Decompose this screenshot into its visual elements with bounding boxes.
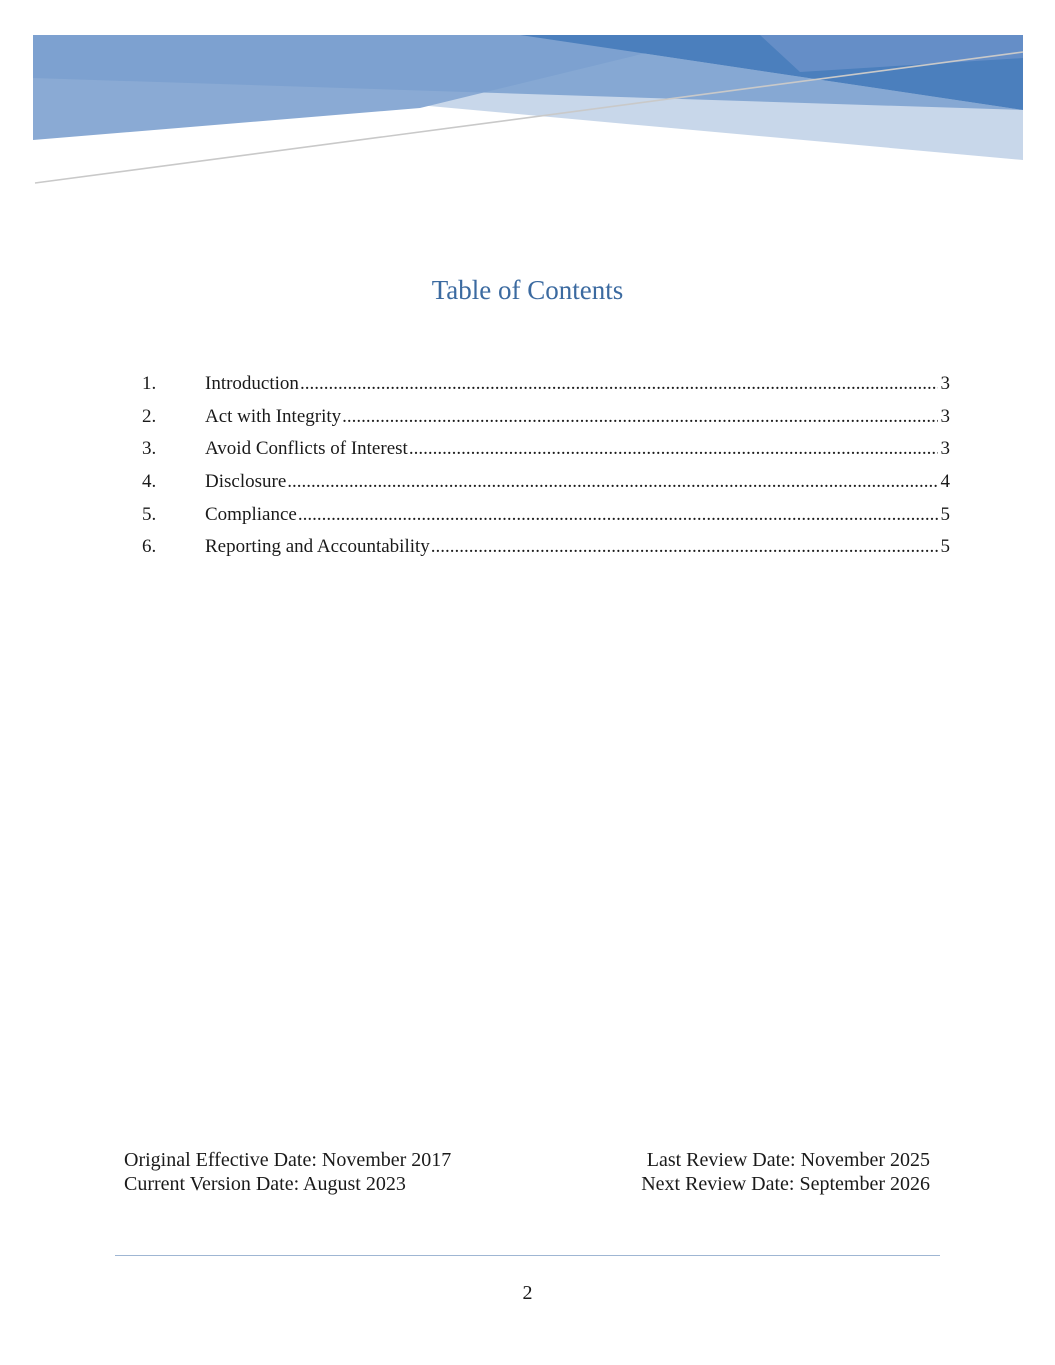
footer-divider: [115, 1255, 940, 1256]
next-review-date: Next Review Date: September 2026: [641, 1173, 930, 1195]
toc-entry-number: 4.: [142, 471, 157, 493]
toc-entry-label: Compliance: [205, 503, 297, 525]
current-version-date: Current Version Date: August 2023: [124, 1173, 406, 1195]
toc-entry-number: 2.: [142, 405, 157, 427]
toc-entry-disclosure[interactable]: [142, 468, 950, 501]
last-review-date: Last Review Date: November 2025: [646, 1149, 930, 1171]
toc-entry-label: Avoid Conflicts of Interest: [205, 438, 408, 460]
toc-entry-label: Reporting and Accountability: [205, 536, 430, 558]
toc-dot-leader: [409, 435, 938, 463]
toc-title: Table of Contents: [431, 275, 624, 305]
original-effective-date: Original Effective Date: November 2017: [124, 1149, 452, 1171]
toc-entry-compliance[interactable]: [142, 501, 950, 534]
page-number: 2: [522, 1282, 533, 1304]
toc-entry-number: 3.: [142, 438, 157, 460]
toc-entry-page: 3: [940, 438, 950, 460]
toc-list: [142, 370, 950, 566]
toc-dot-leader: [342, 403, 937, 431]
toc-entry-label: Act with Integrity: [205, 405, 342, 427]
toc-entry-number: 1.: [142, 373, 157, 394]
toc-entry-label: Disclosure: [205, 471, 287, 493]
toc-entry-act-with-integrity[interactable]: [142, 403, 950, 436]
toc-entry-label: Introduction: [205, 373, 299, 394]
toc-entry-number: 6.: [142, 536, 157, 558]
toc-dot-leader: [300, 370, 938, 398]
toc-entry-reporting[interactable]: [142, 533, 950, 566]
toc-entry-page: 3: [940, 405, 950, 427]
toc-entry-page: 5: [940, 536, 950, 558]
toc-entry-number: 5.: [142, 503, 157, 525]
dates-right-column: [641, 1148, 930, 1196]
toc-entry-introduction[interactable]: [142, 370, 950, 403]
toc-entry-page: 5: [940, 503, 950, 525]
toc-entry-page: 3: [940, 373, 950, 394]
header-banner-graphic: [0, 0, 1055, 200]
toc-entry-avoid-conflicts[interactable]: [142, 435, 950, 468]
dates-left-column: [124, 1148, 451, 1196]
toc-dot-leader: [287, 468, 937, 496]
toc-entry-page: 4: [940, 471, 950, 493]
toc-dot-leader: [431, 533, 938, 561]
toc-dot-leader: [298, 501, 938, 529]
